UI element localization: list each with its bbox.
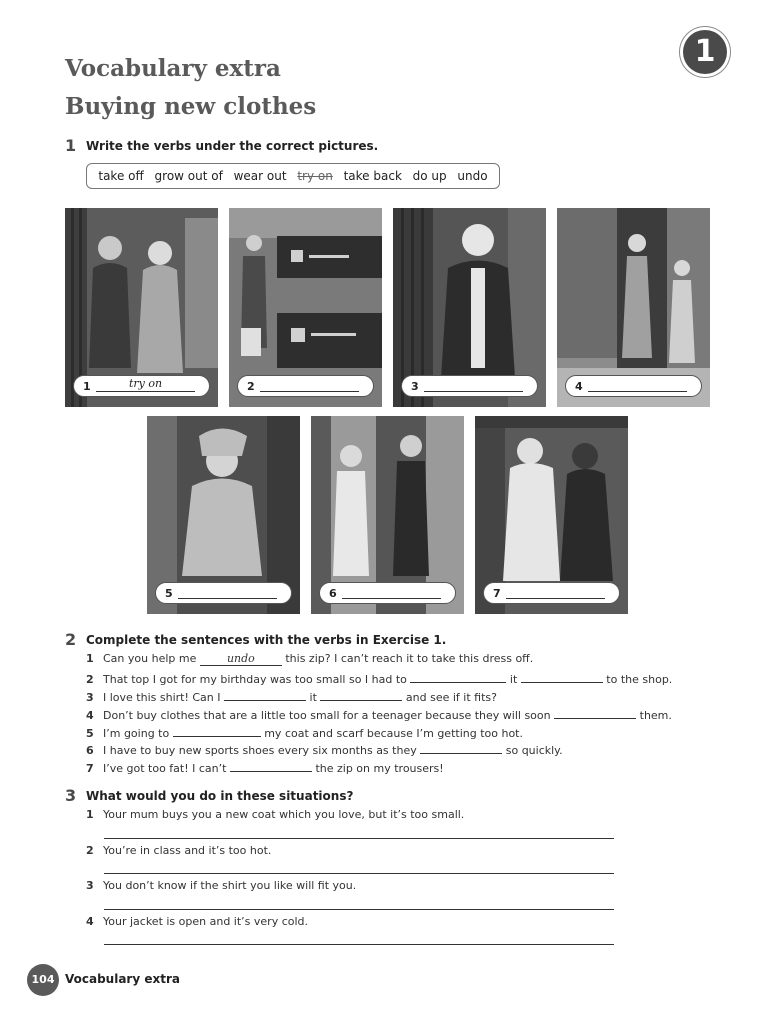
caption-number: 7 xyxy=(493,587,501,600)
answer-blank[interactable]: try on xyxy=(96,377,195,392)
exercise-1-instruction: Write the verbs under the correct pictures. xyxy=(86,139,379,153)
answer-blank[interactable] xyxy=(260,377,359,392)
answer-line-1[interactable] xyxy=(104,838,614,839)
caption-6 xyxy=(319,582,456,604)
word-bank-item: take off xyxy=(98,169,144,183)
caption-4 xyxy=(565,375,702,397)
picture-7 xyxy=(475,416,628,614)
caption-number: 4 xyxy=(575,380,583,393)
unit-number-badge: 1 xyxy=(683,30,727,74)
caption-number: 3 xyxy=(411,380,419,393)
answer-blank[interactable] xyxy=(230,759,312,772)
word-bank-item: wear out xyxy=(233,169,287,183)
exercise-1-number: 1 xyxy=(65,136,77,155)
exercise-3-number: 3 xyxy=(65,786,77,805)
situation-2: 2 You’re in class and it’s too hot. xyxy=(86,844,272,857)
word-bank-item-used: try on xyxy=(297,169,333,183)
answer-blank[interactable] xyxy=(410,670,506,683)
sentence-6: 6 I have to buy new sports shoes every six months as they so quickly. xyxy=(86,741,563,757)
answer-blank[interactable] xyxy=(588,377,687,392)
word-bank-item: grow out of xyxy=(154,169,223,183)
sentence-4: 4 Don’t buy clothes that are a little too small for a teenager because they will soon them. xyxy=(86,706,672,722)
situation-1: 1 Your mum buys you a new coat which you love, but it’s too small. xyxy=(86,808,465,821)
caption-3 xyxy=(401,375,538,397)
caption-7 xyxy=(483,582,620,604)
answer-blank[interactable] xyxy=(420,741,502,754)
situation-4: 4 Your jacket is open and it’s very cold. xyxy=(86,915,309,928)
sentence-5: 5 I’m going to my coat and scarf because I’m getting too hot. xyxy=(86,724,523,740)
word-bank-item: do up xyxy=(412,169,447,183)
answer-blank[interactable] xyxy=(224,688,306,701)
answer-blank[interactable]: undo xyxy=(200,653,282,666)
sentence-1: 1 Can you help me undo this zip? I can’t reach it to take this dress off. xyxy=(86,652,534,665)
caption-number: 1 xyxy=(83,380,91,393)
answer-blank[interactable] xyxy=(506,584,605,599)
answer-blank[interactable] xyxy=(554,706,636,719)
caption-number: 5 xyxy=(165,587,173,600)
answer-line-3[interactable] xyxy=(104,909,614,910)
caption-5 xyxy=(155,582,292,604)
sentence-2: 2 That top I got for my birthday was too small so I had to it to the shop. xyxy=(86,670,672,686)
picture-4 xyxy=(557,208,710,407)
page-number-badge: 104 xyxy=(27,964,59,996)
word-bank-item: take back xyxy=(343,169,402,183)
page-subtitle: Buying new clothes xyxy=(65,93,317,120)
answer-line-4[interactable] xyxy=(104,944,614,945)
situation-3: 3 You don’t know if the shirt you like will fit you. xyxy=(86,879,357,892)
word-bank xyxy=(86,163,500,189)
footer-label: Vocabulary extra xyxy=(65,972,180,986)
caption-number: 6 xyxy=(329,587,337,600)
page-title: Vocabulary extra xyxy=(65,55,281,82)
sentence-7: 7 I’ve got too fat! I can’t the zip on my trousers! xyxy=(86,759,444,775)
answer-blank[interactable] xyxy=(424,377,523,392)
answer-line-2[interactable] xyxy=(104,873,614,874)
answer-blank[interactable] xyxy=(173,724,261,737)
caption-1 xyxy=(73,375,210,397)
caption-number: 2 xyxy=(247,380,255,393)
exercise-2-instruction: Complete the sentences with the verbs in Exercise 1. xyxy=(86,633,447,647)
picture-2 xyxy=(229,208,382,407)
picture-5 xyxy=(147,416,300,614)
word-bank-item: undo xyxy=(457,169,488,183)
exercise-3-instruction: What would you do in these situations? xyxy=(86,789,354,803)
picture-3 xyxy=(393,208,546,407)
caption-2 xyxy=(237,375,374,397)
picture-1 xyxy=(65,208,218,407)
answer-blank[interactable] xyxy=(178,584,277,599)
answer-blank[interactable] xyxy=(342,584,441,599)
exercise-2-number: 2 xyxy=(65,630,77,649)
picture-6 xyxy=(311,416,464,614)
answer-blank[interactable] xyxy=(521,670,603,683)
answer-blank[interactable] xyxy=(320,688,402,701)
sentence-3: 3 I love this shirt! Can I it and see if it fits? xyxy=(86,688,497,704)
